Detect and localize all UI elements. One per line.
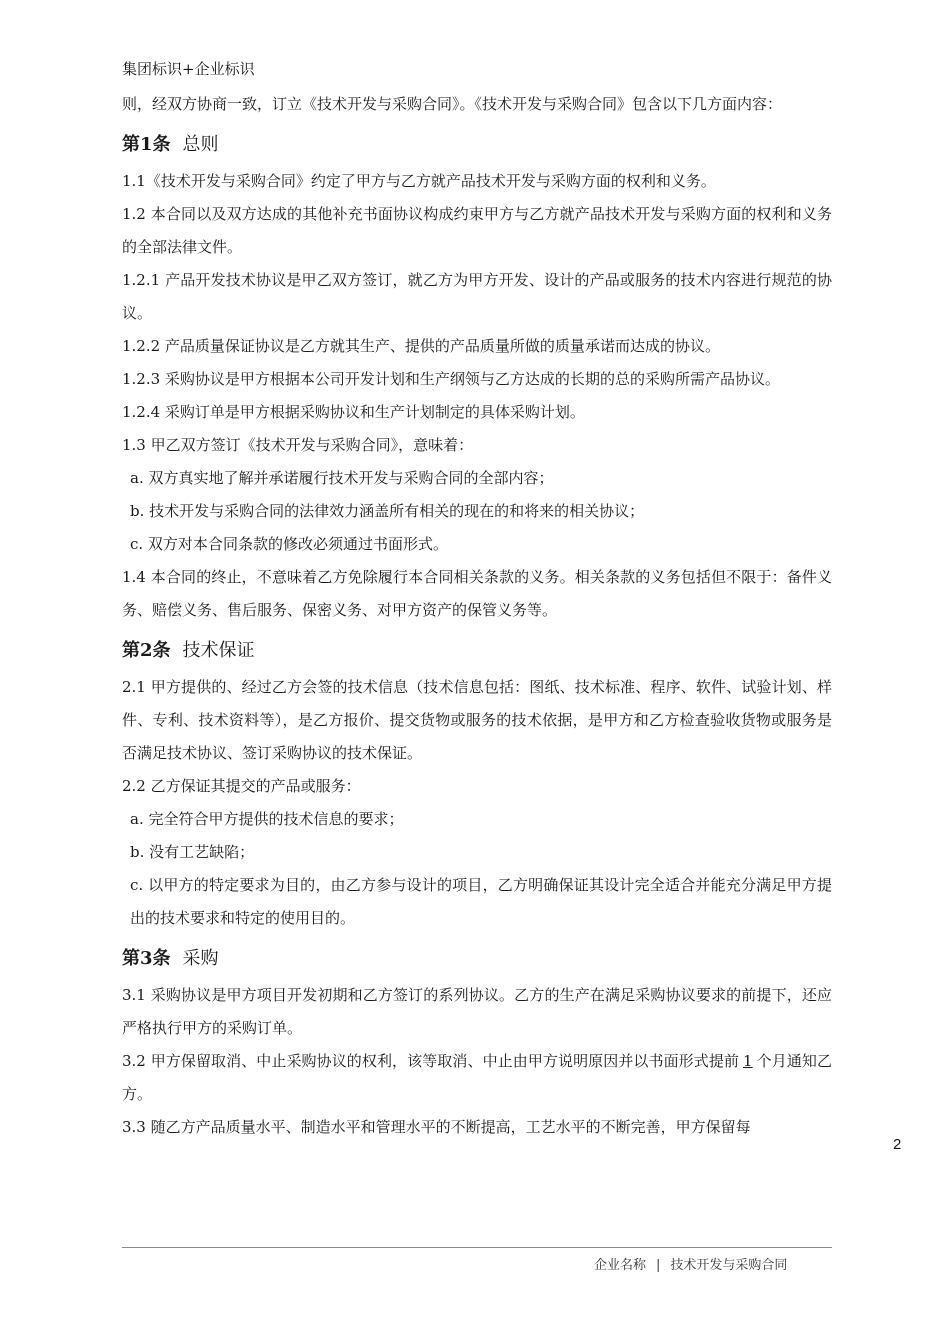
section-title: 总则 <box>182 134 219 155</box>
notice-months-value: 1 <box>743 1052 753 1070</box>
clause-3-1: 3.1 采购协议是甲方项目开发初期和乙方签订的系列协议。乙方的生产在满足采购协议要求的前提下，还应严格执行甲方的采购订单。 <box>122 986 832 1037</box>
list-item-c: c. 双方对本合同条款的修改必须通过书面形式。 <box>130 535 448 553</box>
footer <box>594 1254 787 1273</box>
footer-company: 企业名称 <box>594 1258 647 1273</box>
section-heading-3 <box>122 945 832 973</box>
clause-3-2-text: 3.2 甲方保留取消、中止采购协议的权利，该等取消、中止由甲方说明原因并以书面形式提前 <box>122 1052 740 1070</box>
list-item-c: c. 以甲方的特定要求为目的，由乙方参与设计的项目，乙方明确保证其设计完全适合并能充分满足甲方提出的技术要求和特定的使用目的。 <box>130 876 832 927</box>
footer-doc-title: 技术开发与采购合同 <box>670 1258 788 1273</box>
clause-3-2 <box>122 1045 832 1111</box>
clause-1-2-2: 1.2.2 产品质量保证协议是乙方就其生产、提供的产品质量所做的质量承诺而达成的协议。 <box>122 337 720 355</box>
list-item-b: b. 没有工艺缺陷； <box>130 843 255 861</box>
clause-1-3: 1.3 甲乙双方签订《技术开发与采购合同》，意味着： <box>122 436 474 454</box>
page-number: 2 <box>893 1136 902 1153</box>
section-title: 采购 <box>182 948 219 969</box>
footer-divider <box>122 1247 832 1248</box>
document-body <box>122 88 832 1144</box>
clause-2-1: 2.1 甲方提供的、经过乙方会签的技术信息（技术信息包括：图纸、技术标准、程序、软件、试验计划、样件、专利、技术资料等），是乙方报价、提交货物或服务的技术依据，是甲方和乙方检查验收货物或服务是否满足技术协议、签订采购协议的技术保证。 <box>122 678 832 762</box>
clause-1-4: 1.4 本合同的终止，不意味着乙方免除履行本合同相关条款的义务。相关条款的义务包括但不限于：备件义务、赔偿义务、售后服务、保密义务、对甲方资产的保管义务等。 <box>122 568 832 619</box>
list-item-a: a. 双方真实地了解并承诺履行技术开发与采购合同的全部内容； <box>130 469 554 487</box>
clause-1-2-1: 1.2.1 产品开发技术协议是甲乙双方签订，就乙方为甲方开发、设计的产品或服务的技术内容进行规范的协议。 <box>122 271 832 322</box>
clause-1-1: 1.1《技术开发与采购合同》约定了甲方与乙方就产品技术开发与采购方面的权利和义务。 <box>122 172 716 190</box>
section-number: 第3条 <box>122 948 171 969</box>
list-item-a: a. 完全符合甲方提供的技术信息的要求； <box>130 810 404 828</box>
clause-1-2-3: 1.2.3 采购协议是甲方根据本公司开发计划和生产纲领与乙方达成的长期的总的采购所需产品协议。 <box>122 370 780 388</box>
section-heading-2 <box>122 637 832 665</box>
clause-3-2-text-end: 个月通知乙方。 <box>122 1052 832 1103</box>
clause-2-2: 2.2 乙方保证其提交的产品或服务： <box>122 777 361 795</box>
clause-3-3: 3.3 随乙方产品质量水平、制造水平和管理水平的不断提高，工艺水平的不断完善，甲方保留每 <box>122 1118 751 1136</box>
clause-1-2-4: 1.2.4 采购订单是甲方根据采购协议和生产计划制定的具体采购计划。 <box>122 403 585 421</box>
list-item-b: b. 技术开发与采购合同的法律效力涵盖所有相关的现在的和将来的相关协议； <box>130 502 645 520</box>
section-heading-1 <box>122 131 832 159</box>
section-number: 第1条 <box>122 134 171 155</box>
section-number: 第2条 <box>122 640 171 661</box>
section-title: 技术保证 <box>182 640 255 661</box>
intro-paragraph: 则，经双方协商一致，订立《技术开发与采购合同》。《技术开发与采购合同》包含以下几方面内容： <box>122 95 783 113</box>
clause-1-2: 1.2 本合同以及双方达成的其他补充书面协议构成约束甲方与乙方就产品技术开发与采购方面的权利和义务的全部法律文件。 <box>122 205 832 256</box>
footer-separator: | <box>656 1258 661 1273</box>
header-logo-text: 集团标识+企业标识 <box>122 60 255 78</box>
